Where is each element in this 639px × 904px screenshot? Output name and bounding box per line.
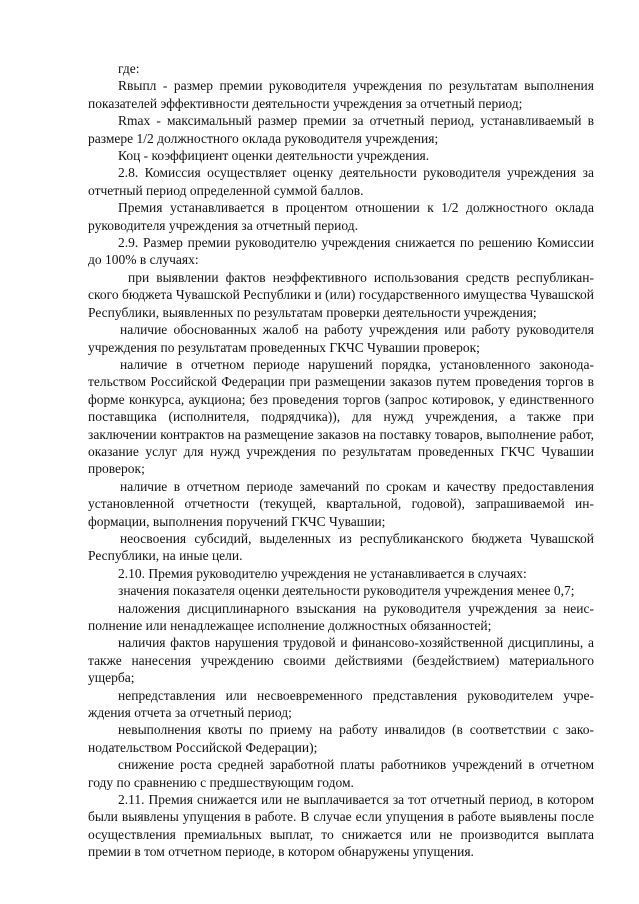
paragraph-premium-percent: Премия устанавливается в процентом отношении к 1/2 должностного оклада руководителя учреждения за отчетный период.	[88, 200, 594, 233]
paragraph-2-11: 2.11. Премия снижается или не выплачивается за тот отчетный период, в котором были выявлены упущения в работе. В случае если упущения в работе выявлены после осуществления премиальных выплат, то снижается или не производится выплата премии в том отчетном периоде, в котором обнаружены упущения.	[88, 792, 594, 860]
document-page	[88, 60, 594, 861]
paragraph-2-9-case-4: наличие в отчетном периоде замечаний по срокам и качеству предоставления установленной отчетности (текущей, квартальной, годовой), запрашиваемой информации, выполнения поручений ГКЧС Чувашии;	[88, 478, 594, 529]
paragraph-2-10-case-6: снижение роста средней заработной платы работников учреждений в отчетном году по сравнению с предшествующим годом.	[88, 757, 594, 790]
paragraph-2-9-case-3: наличие в отчетном периоде нарушений порядка, установленного законодательством Российской Федерации при размещении заказов путем проведения торгов в форме конкурса, аукциона; без проведения торгов (запрос котировок, у единственного поставщика (исполнителя, подрядчика)), для нужд учреждения, а также при заключении контрактов на размещение заказов на поставку товаров, выполнение работ, оказание услуг для нужд учреждения по результатам проведенных ГКЧС Чувашии проверок;	[88, 356, 594, 477]
paragraph-2-10: 2.10. Премия руководителю учреждения не устанавливается в случаях:	[118, 565, 527, 581]
paragraph-2-10-case-2: наложения дисциплинарного взыскания на руководителя учреждения за неисполнение или ненадлежащее исполнение должностных обязанностей;	[88, 600, 594, 633]
paragraph-2-10-case-4: непредставления или несвоевременного представления руководителем учреждения отчета за отчетный период;	[88, 687, 594, 721]
paragraph-2-9-case-1: при выявлении фактов неэффективного использования средств республиканского бюджета Чувашской Республики и (или) государственного имущества Чувашской Республики, выявленных по результатам проверки деятельности учреждения;	[88, 269, 594, 320]
paragraph-2-10-case-1: значения показателя оценки деятельности руководителя учреждения менее 0,7;	[118, 583, 575, 599]
paragraph-2-9-case-2: наличие обоснованных жалоб на работу учреждения или работу руководителя учреждения по результатам проведенных ГКЧС Чувашии проверок;	[88, 322, 594, 355]
where-label: где:	[118, 61, 140, 76]
paragraph-2-9-case-5: неосвоения субсидий, выделенных из республиканского бюджета Чувашской Республики, на иные цели.	[88, 530, 594, 564]
paragraph-2-10-case-5: невыполнения квоты по приему на работу инвалидов (в соответствии с законодательством Российской Федерации);	[88, 722, 594, 755]
paragraph-rmax: Rmax - максимальный размер премии за отчетный период, устанавливаемый в размере 1/2 должностного оклада руководителя учреждения;	[88, 113, 594, 146]
paragraph-koc: Коц - коэффициент оценки деятельности учреждения.	[118, 148, 430, 164]
paragraph-2-9: 2.9. Размер премии руководителю учреждения снижается по решению Комиссии до 100% в случаях:	[88, 235, 594, 268]
paragraph-rvypl: Rвыпл - размер премии руководителя учреждения по результатам выполнения показателей эффективности деятельности учреждения за отчетный период;	[88, 78, 594, 111]
paragraph-2-10-case-3: наличия фактов нарушения трудовой и финансово-хозяйственной дисциплины, а также нанесения учреждению своими действиями (бездействием) материального ущерба;	[88, 635, 594, 686]
paragraph-2-8: 2.8. Комиссия осуществляет оценку деятельности руководителя учреждения за отчетный период определенной суммой баллов.	[88, 165, 594, 198]
